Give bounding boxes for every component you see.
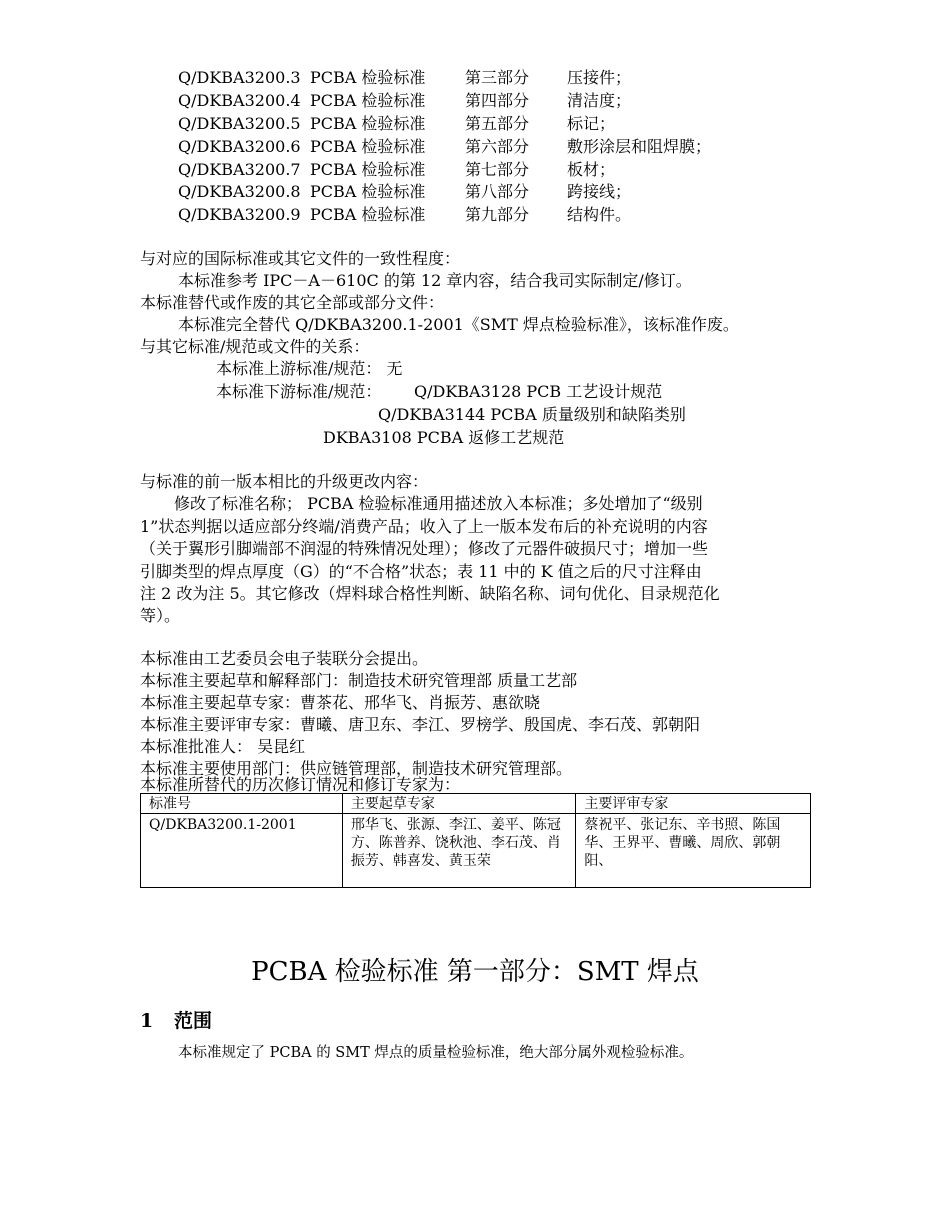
changes-heading: 与标准的前一版本相比的升级更改内容：: [140, 472, 429, 491]
section-text: 本标准规定了 PCBA 的 SMT 焊点的质量检验标准，绝大部分属外观检验标准。: [178, 1045, 694, 1061]
std-name: PCBA 检验标准: [310, 137, 426, 156]
replacement-text: 本标准完全替代 Q/DKBA3200.1-2001《SMT 焊点检验标准》，该标准作废。: [178, 315, 739, 334]
section-heading: [140, 1008, 212, 1034]
proposed-by: 本标准由工艺委员会电子装联分会提出。: [140, 649, 429, 668]
std-desc: 压接件；: [567, 68, 632, 87]
std-code: Q/DKBA3200.3: [178, 68, 301, 87]
std-name: PCBA 检验标准: [310, 160, 426, 179]
downstream-standard: Q/DKBA3128 PCB 工艺设计规范: [414, 382, 663, 401]
part-title: PCBA 检验标准 第一部分：SMT 焊点: [251, 957, 699, 987]
std-desc: 板材；: [567, 160, 616, 179]
std-name: PCBA 检验标准: [310, 91, 426, 110]
consistency-heading: 与对应的国际标准或其它文件的一致性程度：: [140, 249, 461, 268]
changes-line: 修改了标准名称； PCBA 检验标准通用描述放入本标准；多处增加了“级别: [174, 494, 703, 513]
std-desc: 结构件。: [567, 205, 632, 224]
table-cell: 蔡祝平、张记东、辛书照、陈国华、王界平、曹曦、周欣、郭朝阳、: [576, 814, 811, 888]
std-part: 第三部分: [465, 68, 530, 87]
std-name: PCBA 检验标准: [310, 182, 426, 201]
consistency-text: 本标准参考 IPC－A－610C 的第 12 章内容，结合我司实际制定/修订。: [178, 271, 692, 290]
std-name: PCBA 检验标准: [310, 114, 426, 133]
downstream-standard: DKBA3108 PCBA 返修工艺规范: [323, 428, 565, 447]
changes-line: 1”状态判据以适应部分终端/消费产品；收入了上一版本发布后的补充说明的内容: [140, 517, 708, 536]
std-code: Q/DKBA3200.4: [178, 91, 301, 110]
std-name: PCBA 检验标准: [310, 68, 426, 87]
table-cell: Q/DKBA3200.1-2001: [141, 814, 343, 888]
std-code: Q/DKBA3200.9: [178, 205, 301, 224]
user-dept: 本标准主要使用部门：供应链管理部，制造技术研究管理部。: [140, 759, 573, 778]
history-intro: 本标准所替代的历次修订情况和修订专家为：: [140, 775, 461, 794]
table-header-row: [141, 794, 811, 814]
std-desc: 跨接线；: [567, 182, 632, 201]
std-code: Q/DKBA3200.8: [178, 182, 301, 201]
review-experts: 本标准主要评审专家：曹曦、唐卫东、李江、罗榜学、殷国虎、李石茂、郭朝阳: [140, 715, 701, 734]
std-name: PCBA 检验标准: [310, 205, 426, 224]
std-desc: 清洁度；: [567, 91, 632, 110]
std-code: Q/DKBA3200.6: [178, 137, 301, 156]
downstream-standard: Q/DKBA3144 PCBA 质量级别和缺陷类别: [378, 405, 686, 424]
replacement-heading: 本标准替代或作废的其它全部或部分文件：: [140, 293, 445, 312]
changes-line: 注 2 改为注 5。其它修改（焊料球合格性判断、缺陷名称、词句优化、目录规范化: [140, 584, 720, 603]
std-part: 第五部分: [465, 114, 530, 133]
std-part: 第四部分: [465, 91, 530, 110]
changes-line: 引脚类型的焊点厚度（G）的“不合格”状态；表 11 中的 K 值之后的尺寸注释由: [140, 562, 702, 581]
table-cell: 邢华飞、张源、李江、姜平、陈冠方、陈普养、饶秋池、李石茂、肖振芳、韩喜发、黄玉荣: [342, 814, 576, 888]
std-desc: 敷形涂层和阻焊膜；: [567, 137, 712, 156]
history-table: [140, 793, 811, 888]
std-desc: 标记；: [567, 114, 616, 133]
std-part: 第八部分: [465, 182, 530, 201]
table-header: 主要起草专家: [342, 794, 576, 814]
drafting-experts: 本标准主要起草专家：曹茶花、邢华飞、肖振芳、惠欲晓: [140, 693, 541, 712]
std-part: 第六部分: [465, 137, 530, 156]
std-code: Q/DKBA3200.7: [178, 160, 301, 179]
relations-heading: 与其它标准/规范或文件的关系：: [140, 337, 370, 356]
approver: 本标准批准人： 吴昆红: [140, 737, 306, 756]
changes-line: 等）。: [140, 606, 181, 625]
section-number: 1: [140, 1010, 154, 1032]
upstream-standards: 本标准上游标准/规范： 无: [216, 359, 403, 378]
drafting-dept: 本标准主要起草和解释部门：制造技术研究管理部 质量工艺部: [140, 671, 578, 690]
std-code: Q/DKBA3200.5: [178, 114, 301, 133]
std-part: 第七部分: [465, 160, 530, 179]
table-header: 主要评审专家: [576, 794, 811, 814]
changes-line: （关于翼形引脚端部不润湿的特殊情况处理）；修改了元器件破损尺寸；增加一些: [140, 539, 709, 558]
table-row: [141, 814, 811, 888]
section-title: 范围: [174, 1010, 213, 1032]
std-part: 第九部分: [465, 205, 530, 224]
downstream-label: 本标准下游标准/规范：: [216, 382, 382, 401]
table-header: 标准号: [141, 794, 343, 814]
